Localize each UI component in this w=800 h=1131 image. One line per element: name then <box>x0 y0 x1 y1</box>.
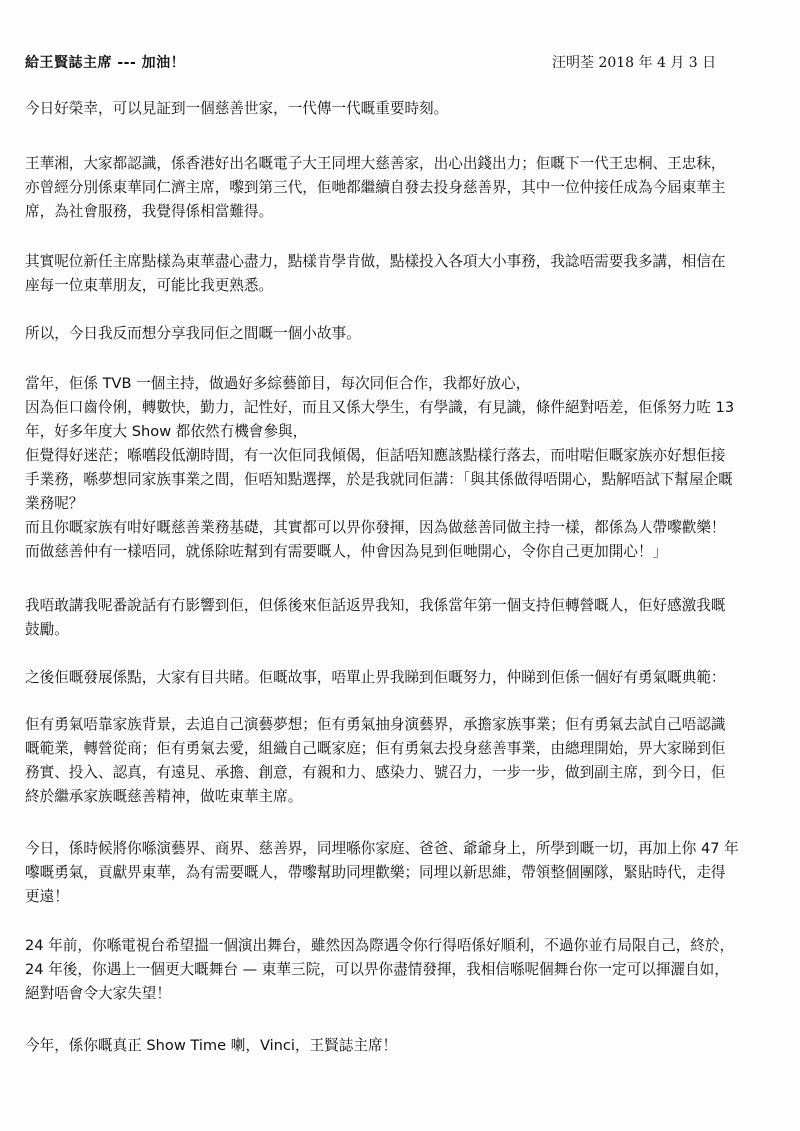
paragraph: 今年，係你嘅真正 Show Time 喇，Vinci，王賢誌主席！ <box>25 1037 398 1054</box>
paragraph: 佢有勇氣唔靠家族背景，去追自己演藝夢想；佢有勇氣抽身演藝界，承擔家族事業；佢有勇氣去試自己唔認識 嘅範業，轉營從商；佢有勇氣去愛，組織自己嘅家庭；佢有勇氣去投身慈善事業，由總理開始，畀大家睇到佢 務實、投入、認真，有遠見、承擔、創意，有親和力、感染力、號召力，一步一步，做到副主席，到今日，佢 終於繼承家族嘅慈善精神，做咗東華主席。 <box>25 716 726 805</box>
paragraph: 王華湘，大家都認識，係香港好出名嘅電子大王同埋大慈善家，出心出錢出力；佢嘅下一代王忠桐、王忠秣， 亦曾經分別係東華同仁濟主席，嚟到第三代，佢哋都繼續自發去投身慈善界，其中一位仲接任成為今屆東華主 席，為社會服務，我覺得係相當難得。 <box>25 155 726 220</box>
paragraph: 今日，係時候將你喺演藝界、商界、慈善界，同埋喺你家庭、爸爸、爺爺身上，所學到嘅一切，再加上你 47 年 嚟嘅勇氣，貢獻畀東華，為有需要嘅人，帶嚟幫助同埋歡樂；同埋以新思維，帶領整個團隊，緊貼時代，走得 更遠！ <box>25 840 739 905</box>
paragraph: 24 年前，你喺電視台希望搵一個演出舞台，雖然因為際遇令你行得唔係好順利，不過你並冇局限自己，終於， 24 年後，你遇上一個更大嘅舞台 — 東華三院，可以畀你盡情發揮，我相信喺呢個舞台你一定可以揮灑自如， 絕對唔會令大家失望！ <box>25 937 735 1002</box>
paragraph: 當年，佢係 TVB 一個主持，做過好多綜藝節目，每次同佢合作，我都好放心， 因為佢口齒伶俐，轉數快，勤力，記性好，而且又係大學生，有學識，有見識，條件絕對唔差，佢係努力咗 13 年，好多年度大 Show 都依然冇機會參與， 佢覺得好迷茫；喺嚿段低潮時間，有一次佢同我傾偈，佢話唔知應該點樣行落去，而咁啱佢嘅家族亦好想佢接 手業務，喺夢想同家族事業之間，佢唔知點選擇，於是我就同佢講：「與其係做得唔開心，點解唔試下幫屋企嘅 業務呢？ 而且你嘅家族有咁好嘅慈善業務基礎，其實都可以畀你發揮，因為做慈善同做主持一樣，都係為人帶嚟歡樂！ 而做慈善仲有一樣唔同，就係除咗幫到有需要嘅人，仲會因為見到佢哋開心，令你自己更加開心！」 <box>25 375 735 560</box>
paragraph: 我唔敢講我呢番說話有冇影響到佢，但係後來佢話返畀我知，我係當年第一個支持佢轉營嘅人，佢好感激我嘅 鼓勵。 <box>25 597 726 638</box>
letter-title: 給王賢誌主席 --- 加油！ <box>25 55 186 71</box>
paragraph: 之後佢嘅發展係點，大家有目共睹。佢嘅故事，唔單止畀我睇到佢嘅努力，仲睇到佢係一個好有勇氣嘅典範： <box>25 669 726 686</box>
author-date-line: 汪明荃 2018 年 4 月 3 日 <box>552 55 717 71</box>
paragraph: 其實呢位新任主席點樣為東華盡心盡力，點樣肯學肯做，點樣投入各項大小事務，我諗唔需要我多講，相信在 座每一位東華朋友，可能比我更熟悉。 <box>25 253 726 294</box>
paragraph: 今日好榮幸，可以見証到一個慈善世家，一代傳一代嘅重要時刻。 <box>25 100 449 117</box>
paragraph: 所以，今日我反而想分享我同佢之間嘅一個小故事。 <box>25 325 361 342</box>
